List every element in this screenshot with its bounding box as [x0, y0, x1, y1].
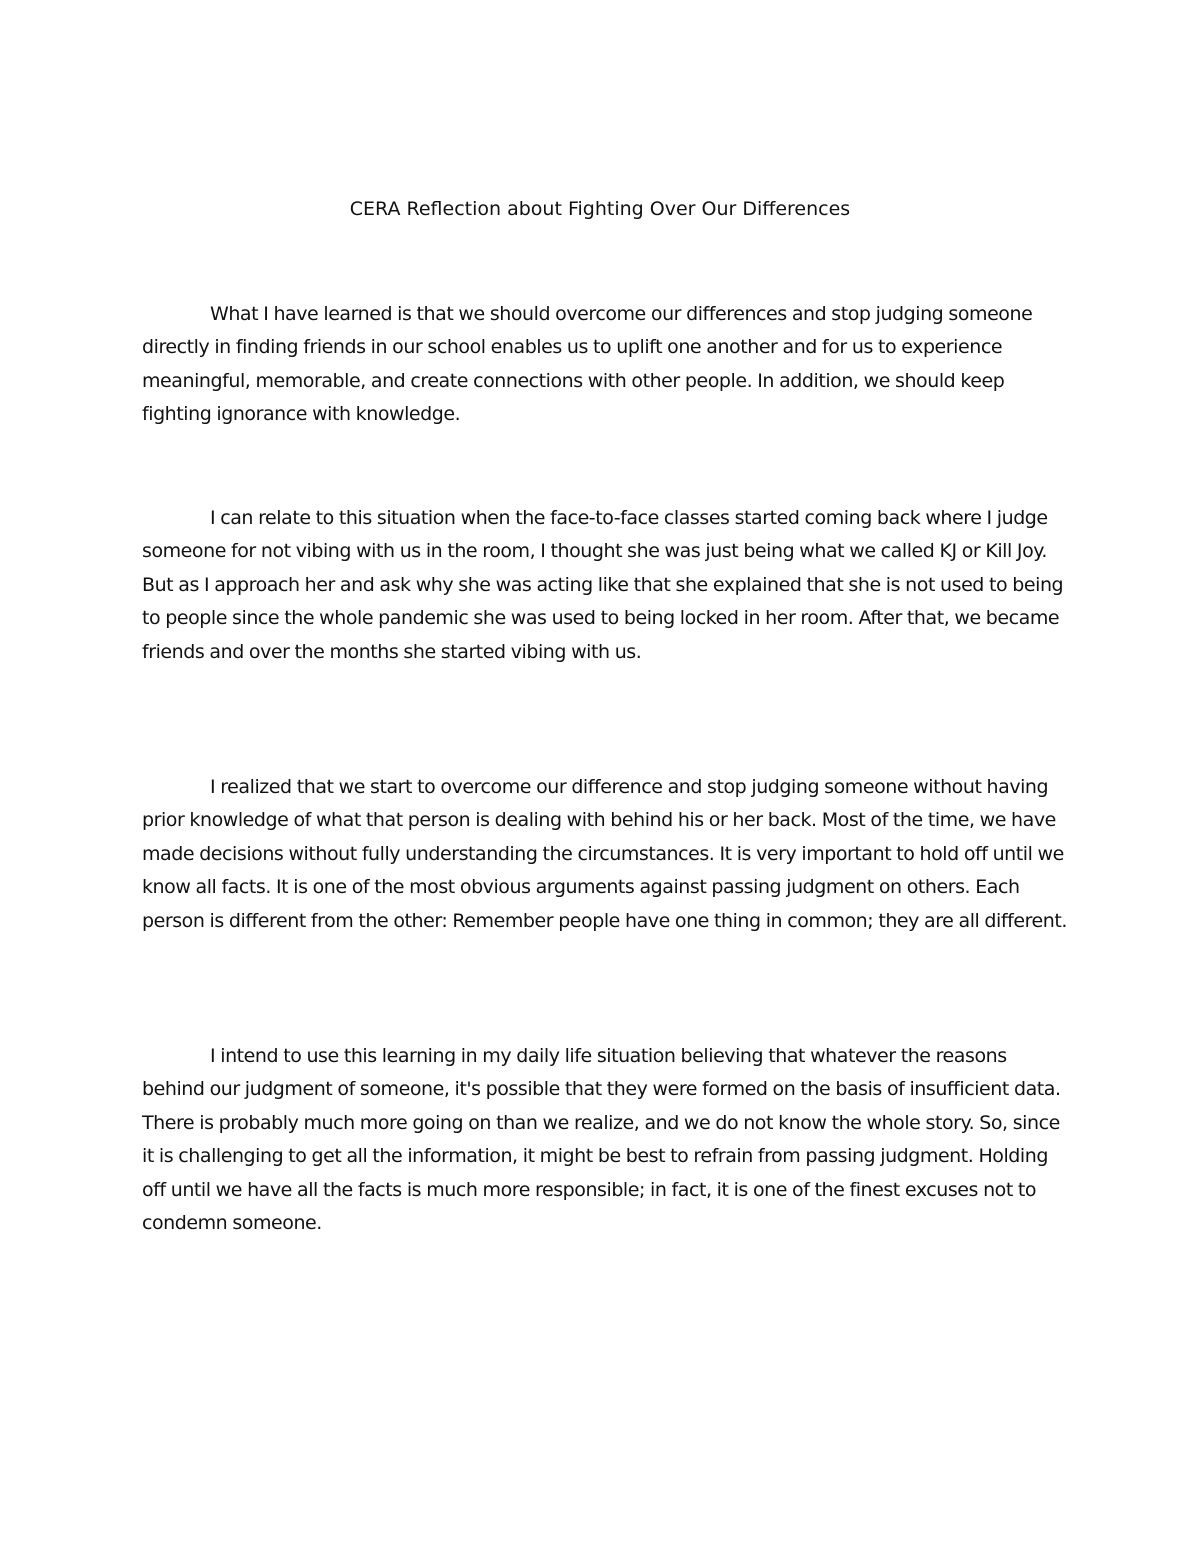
page-title: CERA Reflection about Fighting Over Our Differences: [349, 198, 851, 220]
paragraph-lessons-learned: What I have learned is that we should overcome our differences and stop judging someone directly in finding friends in our school enables us to uplift one another and for us to experience meaningful, memorable, and create connections with other people. In addition, we should keep fighting ignorance with knowledge.: [142, 303, 1033, 426]
paragraph-intended-application: I intend to use this learning in my daily life situation believing that whatever the reasons behind our judgment of someone, it's possible that they were formed on the basis of insufficient data. There is probably much more going on than we realize, and we do not know the whole story. So, since it is challenging to get all the information, it might be best to refrain from passing judgment. Holding off until we have all the facts is much more responsible; in fact, it is one of the finest excuses not to condemn someone.: [142, 1045, 1061, 1235]
paragraph-personal-experience: I can relate to this situation when the face-to-face classes started coming back where I judge someone for not vibing with us in the room, I thought she was just being what we called KJ or Kill Joy. But as I approach her and ask why she was acting like that she explained that she is not used to being to people since the whole pandemic she was used to being locked in her room. After that, we became friends and over the months she started vibing with us.: [142, 507, 1064, 663]
paragraph-realization: I realized that we start to overcome our difference and stop judging someone without having prior knowledge of what that person is dealing with behind his or her back. Most of the time, we have made decisions without fully understanding the circumstances. It is very important to hold off until we know all facts. It is one of the most obvious arguments against passing judgment on others. Each person is different from the other: Remember people have one thing in common; they are all different.: [142, 776, 1067, 932]
